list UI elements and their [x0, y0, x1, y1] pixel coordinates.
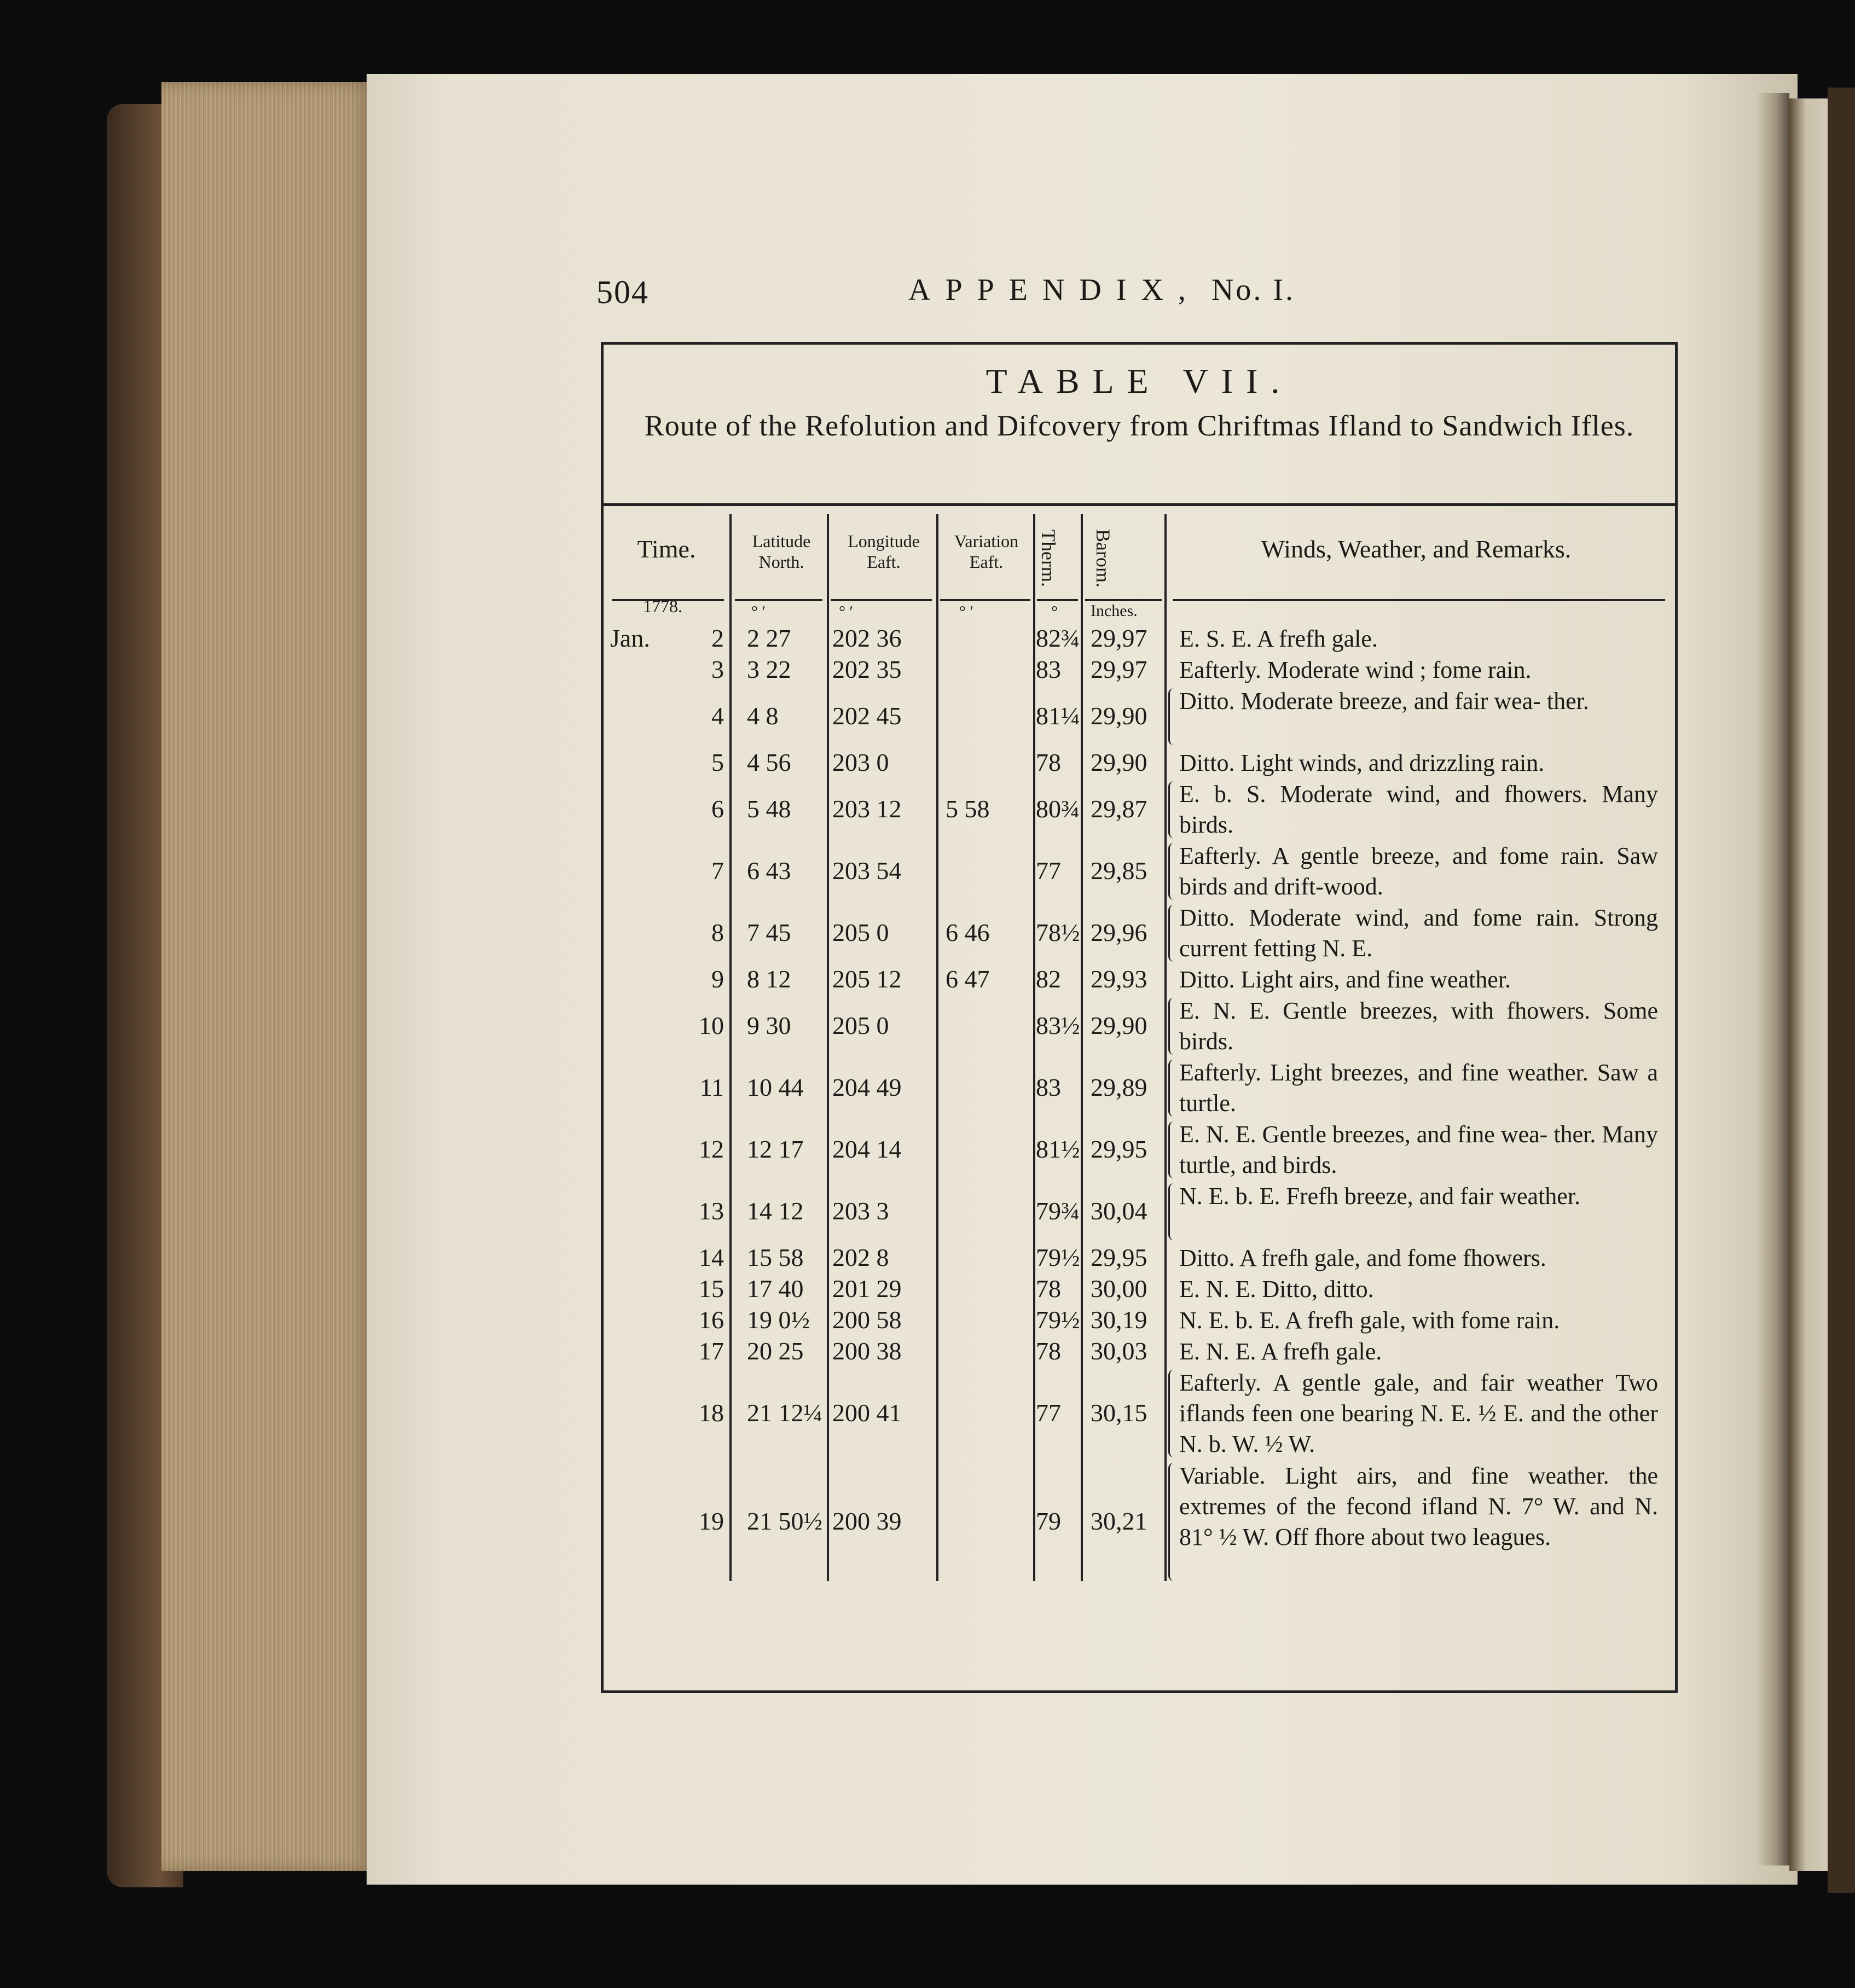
therm-cell: 83½: [1036, 1012, 1080, 1039]
remark-cell: Ditto. A frefh gale, and fome fhowers.: [1179, 1245, 1546, 1271]
book-gutter: [1757, 93, 1789, 1865]
barom-cell: 29,87: [1091, 795, 1147, 823]
remark-cell: Ditto. Light airs, and fine weather.: [1179, 966, 1511, 993]
day-cell: 6: [711, 795, 724, 823]
latitude-cell: 7 45: [747, 919, 791, 946]
remark-cell: E. N. E. Ditto, ditto.: [1179, 1276, 1374, 1303]
longitude-cell: 202 8: [832, 1243, 889, 1271]
day-cell: 7: [711, 857, 724, 885]
therm-cell: 77: [1036, 1399, 1061, 1427]
remark-cell: E. N. E. Gentle breezes, with fhowers. Some birds.: [1179, 997, 1658, 1055]
therm-cell: 78½: [1036, 919, 1080, 946]
therm-cell: 78: [1036, 1275, 1061, 1303]
remark-cell: Variable. Light airs, and fine weather. the extremes of the fecond ifland N. 7° W. and N. 81° ½ W. Off fhore about two leagues.: [1179, 1462, 1658, 1550]
variation-cell: 6 47: [946, 965, 990, 993]
page-edges: [161, 82, 375, 1871]
latitude-cell: 15 58: [747, 1243, 804, 1271]
remark-cell: Eafterly. A gentle gale, and fair weather Two iflands feen one bearing N. E. ½ E. and the other N. b. W. ½ W.: [1179, 1369, 1658, 1457]
unit-variation: ° ′: [959, 603, 974, 621]
remark-cell: E. N. E. Gentle breezes, and fine wea- ther. Many turtle, and birds.: [1179, 1121, 1658, 1178]
longitude-cell: 205 0: [832, 1012, 889, 1039]
running-head-title: APPENDIX,: [908, 273, 1201, 307]
latitude-cell: 6 43: [747, 857, 791, 885]
longitude-cell: 205 12: [832, 965, 902, 993]
remark-cell: Eafterly. A gentle breeze, and fome rain. Saw birds and drift-wood.: [1179, 842, 1658, 900]
header-barom: Barom.: [1092, 528, 1114, 588]
day-cell: 9: [711, 965, 724, 993]
therm-cell: 83: [1036, 1073, 1061, 1101]
remark-cell: Eafterly. Light breezes, and fine weather. Saw a turtle.: [1179, 1059, 1658, 1117]
latitude-cell: 21 50½: [747, 1507, 822, 1535]
brace-mark: [1168, 1370, 1176, 1457]
day-cell: 18: [699, 1399, 724, 1427]
therm-cell: 81¼: [1036, 702, 1080, 730]
barom-cell: 30,19: [1091, 1306, 1147, 1334]
brace-mark: [1168, 1463, 1176, 1581]
longitude-cell: 202 35: [832, 655, 902, 683]
latitude-cell: 3 22: [747, 655, 791, 683]
header-rule: [1037, 599, 1078, 601]
header-time: Time.: [637, 535, 696, 563]
day-cell: 12: [699, 1135, 724, 1163]
latitude-cell: 8 12: [747, 965, 791, 993]
therm-cell: 78: [1036, 748, 1061, 776]
variation-cell: 6 46: [946, 919, 990, 946]
header-variation: Variation Eaft.: [954, 531, 1019, 572]
column-rule: [1164, 514, 1167, 1581]
barom-cell: 30,21: [1091, 1507, 1147, 1535]
therm-cell: 81½: [1036, 1135, 1080, 1163]
column-rule: [729, 514, 732, 1581]
longitude-cell: 202 45: [832, 702, 902, 730]
day-cell: 11: [699, 1073, 724, 1101]
running-head-number: No. I.: [1211, 273, 1296, 307]
latitude-cell: 17 40: [747, 1275, 804, 1303]
day-cell: 10: [699, 1012, 724, 1039]
latitude-cell: 4 56: [747, 748, 791, 776]
latitude-cell: 10 44: [747, 1073, 804, 1101]
latitude-cell: 14 12: [747, 1197, 804, 1225]
longitude-cell: 203 0: [832, 748, 889, 776]
remark-cell: N. E. b. E. Frefh breeze, and fair weather.: [1179, 1183, 1581, 1210]
barom-cell: 29,95: [1091, 1243, 1147, 1271]
longitude-cell: 203 3: [832, 1197, 889, 1225]
header-therm: Therm.: [1037, 529, 1059, 587]
remark-cell: E. S. E. A frefh gale.: [1179, 625, 1378, 652]
header-longitude: Longitude Eaft.: [848, 531, 920, 572]
remark-cell: Ditto. Moderate wind, and fome rain. Strong current fetting N. E.: [1179, 904, 1658, 962]
therm-cell: 79: [1036, 1507, 1061, 1535]
table-title-block: [604, 345, 1675, 506]
brace-mark: [1168, 688, 1176, 745]
latitude-cell: 2 27: [747, 624, 791, 652]
day-cell: 19: [699, 1507, 724, 1535]
latitude-cell: 19 0½: [747, 1306, 810, 1334]
therm-cell: 83: [1036, 655, 1061, 683]
longitude-cell: 205 0: [832, 919, 889, 946]
longitude-cell: 204 49: [832, 1073, 902, 1101]
header-rule: [940, 599, 1030, 601]
header-rule: [1085, 599, 1162, 601]
day-cell: 3: [711, 655, 724, 683]
longitude-cell: 203 54: [832, 857, 902, 885]
latitude-cell: 4 8: [747, 702, 779, 730]
remark-cell: E. b. S. Moderate wind, and fhowers. Many birds.: [1179, 781, 1658, 838]
column-rule: [936, 514, 938, 1581]
brace-mark: [1168, 781, 1176, 838]
therm-cell: 80¾: [1036, 795, 1080, 823]
therm-cell: 77: [1036, 857, 1061, 885]
year-label: 1778.: [643, 596, 682, 616]
unit-barom: Inches.: [1091, 602, 1138, 620]
table-frame: [601, 342, 1678, 1693]
latitude-cell: 20 25: [747, 1337, 804, 1365]
header-latitude: Latitude North.: [752, 531, 811, 572]
brace-mark: [1168, 843, 1176, 900]
therm-cell: 82: [1036, 965, 1061, 993]
remark-cell: Ditto. Light winds, and drizzling rain.: [1179, 749, 1545, 776]
day-cell: 17: [699, 1337, 724, 1365]
day-cell: 16: [699, 1306, 724, 1334]
barom-cell: 29,90: [1091, 702, 1147, 730]
unit-longitude: ° ′: [839, 603, 854, 621]
therm-cell: 79½: [1036, 1243, 1080, 1271]
header-rule: [735, 599, 822, 601]
header-rule: [831, 599, 932, 601]
remark-cell: Eafterly. Moderate wind ; fome rain.: [1179, 656, 1532, 683]
longitude-cell: 201 29: [832, 1275, 902, 1303]
column-rule: [1081, 514, 1083, 1581]
longitude-cell: 200 39: [832, 1507, 902, 1535]
barom-cell: 29,95: [1091, 1135, 1147, 1163]
day-cell: 5: [711, 748, 724, 776]
remark-cell: E. N. E. A frefh gale.: [1179, 1338, 1382, 1365]
latitude-cell: 12 17: [747, 1135, 804, 1163]
header-remarks: Winds, Weather, and Remarks.: [1261, 535, 1572, 563]
day-cell: 4: [711, 702, 724, 730]
longitude-cell: 200 41: [832, 1399, 902, 1427]
barom-cell: 29,85: [1091, 857, 1147, 885]
barom-cell: 29,90: [1091, 748, 1147, 776]
therm-cell: 78: [1036, 1337, 1061, 1365]
day-cell: 15: [699, 1275, 724, 1303]
latitude-cell: 9 30: [747, 1012, 791, 1039]
barom-cell: 29,93: [1091, 965, 1147, 993]
variation-cell: 5 58: [946, 795, 990, 823]
barom-cell: 29,97: [1091, 624, 1147, 652]
longitude-cell: 203 12: [832, 795, 902, 823]
barom-cell: 29,97: [1091, 655, 1147, 683]
barom-cell: 29,89: [1091, 1073, 1147, 1101]
therm-cell: 79¾: [1036, 1197, 1080, 1225]
brace-mark: [1168, 1060, 1176, 1117]
brace-mark: [1168, 905, 1176, 962]
unit-therm: °: [1051, 603, 1058, 621]
brace-mark: [1168, 1121, 1176, 1178]
table-number: TABLE VII.: [986, 362, 1293, 400]
barom-cell: 30,15: [1091, 1399, 1147, 1427]
brace-mark: [1168, 998, 1176, 1055]
running-head: [908, 272, 1295, 307]
therm-cell: 82¾: [1036, 624, 1080, 652]
latitude-cell: 5 48: [747, 795, 791, 823]
day-cell: 13: [699, 1197, 724, 1225]
table-caption: Route of the Refolution and Difcovery from Chriftmas Ifland to Sandwich Ifles.: [644, 409, 1634, 442]
remark-cell: N. E. b. E. A frefh gale, with fome rain.: [1179, 1307, 1560, 1334]
column-rule: [827, 514, 829, 1581]
day-cell: 14: [699, 1243, 724, 1271]
barom-cell: 29,90: [1091, 1012, 1147, 1039]
book-cover-right: [1828, 88, 1855, 1893]
therm-cell: 79½: [1036, 1306, 1080, 1334]
barom-cell: 30,03: [1091, 1337, 1147, 1365]
barom-cell: 30,00: [1091, 1275, 1147, 1303]
longitude-cell: 202 36: [832, 624, 902, 652]
longitude-cell: 204 14: [832, 1135, 902, 1163]
remark-cell: Ditto. Moderate breeze, and fair wea- ther.: [1179, 688, 1589, 714]
day-cell: 8: [711, 919, 724, 946]
unit-latitude: ° ′: [751, 603, 766, 621]
brace-mark: [1168, 1183, 1176, 1240]
longitude-cell: 200 38: [832, 1337, 902, 1365]
header-rule: [1173, 599, 1665, 601]
longitude-cell: 200 58: [832, 1306, 902, 1334]
barom-cell: 29,96: [1091, 919, 1147, 946]
column-rule: [1033, 514, 1035, 1581]
latitude-cell: 21 12¼: [747, 1399, 822, 1427]
day-cell: 2: [711, 624, 724, 652]
page-number: 504: [596, 274, 649, 310]
month-label: Jan.: [610, 624, 650, 652]
barom-cell: 30,04: [1091, 1197, 1147, 1225]
